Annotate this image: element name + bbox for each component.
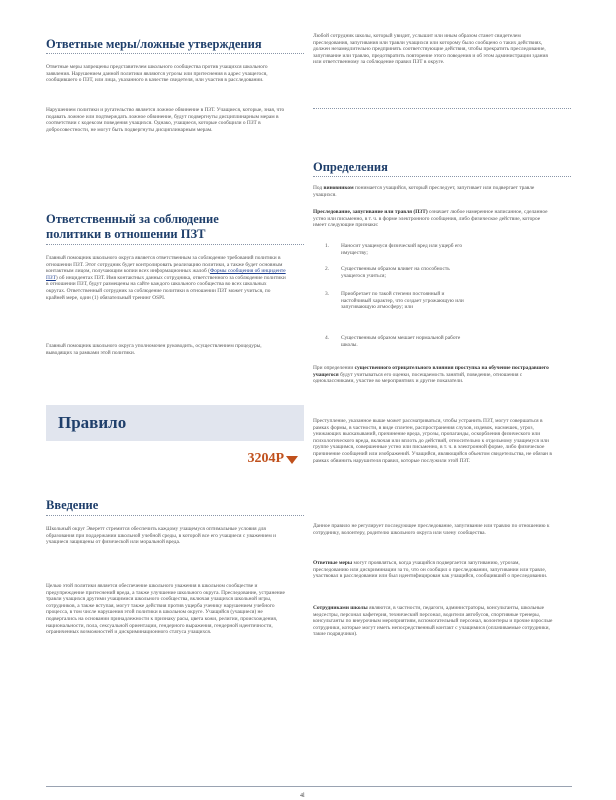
footer-rule [46, 786, 572, 787]
definition-hib [313, 209, 553, 229]
definition-perpetrator [313, 185, 553, 198]
list-item-text: Существенным образом мешает нормальной работе школы. [341, 335, 461, 348]
heading-compliance-2: политики в отношении ПЗТ [46, 227, 206, 241]
retaliation-text: могут проявляться, когда учащийся подвергается запугиванию, угрозам, преследованию или дискриминации за то, что он сообщил о преследовании, запугивании или травле, участвовал в расследовании или был идентифицирован как учащийся, сообщивший о преследовании. [313, 560, 548, 580]
section-rule [313, 108, 571, 109]
definition-retaliation [313, 560, 553, 580]
paragraph-impact [313, 365, 553, 385]
impact-text: будут учитываться его оценки, посещаемость занятий, поведение, отношения с одноклассниками, участие во мероприятиях и другие показатели. [313, 371, 523, 385]
impact-prefix: При определении [313, 365, 354, 371]
heading-rule [46, 515, 304, 516]
list-item-number: 4. [325, 335, 330, 341]
definition-term: виновником [323, 185, 354, 191]
definition-school-staff [313, 605, 553, 638]
definition-hib-means: означает [429, 209, 449, 215]
school-staff-text: являются, в частности, педагоги, администраторы, консультанты, школьные медсестры, персонал кафетерия, технический персонал, водители автобусов, спортивные тренеры, консультанты по внеурочным мероприятиям, вспомогательный персонал, волонтеры и прочие взрослые сотрудники, которые могут иметь непосредственный контакт с учащимися (оплачиваемые сотрудники, такие подрядчики). [313, 605, 553, 638]
paragraph-compliance-2: Главный помощник школьного округа уполномочен руководить, осуществлением процедуры, выводящих за рамками этой политики. [46, 343, 262, 356]
heading-definitions: Определения [313, 160, 388, 174]
page-number: 4l [300, 793, 305, 799]
list-item-number: 1. [325, 243, 330, 249]
triangle-down-icon [286, 456, 298, 464]
paragraph-staff-action: Любой сотрудник школы, который увидит, услышит или иным образом станет свидетелем преследования, запугивания или травли учащихся или которому было сообщено о таких действиях, должен незамедлительно предпринять соответствующие действия, чтобы прекратить преследование, запугивание или травлю, предотвратить повторение этого поведения и об этом администрации здания или ответственному за соблюдение правил ПЗТ в округе. [313, 33, 548, 66]
list-item-text: Наносит учащемуся физический вред или ущерб его имуществу; [341, 243, 463, 256]
retaliation-term: Ответные меры [313, 560, 353, 566]
definition-text: понимается учащийся, который преследует, запугивает или подвергает травле учащихся. [313, 185, 535, 198]
school-staff-term: Сотрудниками школы [313, 605, 368, 611]
heading-retaliation: Ответные меры/ложные утверждения [46, 37, 262, 51]
list-item-text: Существенным образом влияет на способность учащегося учиться; [341, 266, 450, 279]
paragraph-compliance-text-b: ) об инцидентах ПЗТ. Имя контактных данных сотрудника, ответственного за соблюдение политики в отношении ПЗТ, будут размещены на сайте каждого школьного сообщества во всех школьных округах. Ответственный сотрудник за соблюдение политики в отношении ПЗТ может учиться, по крайней мере, один (1) обязательный тренинг OSPI. [46, 274, 286, 301]
list-item-number: 2. [325, 266, 330, 272]
heading-rule [46, 53, 304, 54]
paragraph-retaliation-1: Ответные меры запрещены представителем школьного сообщества против учащихся школьного заявления. Нарушением данной политики являются угрозы или притеснения в адрес учащегося, сообщившего о ПЗТ, или лица, указанного в качестве свидетеля, или участия в расследовании. [46, 64, 268, 84]
definition-hib-text: любое намеренное написанное, сделанное устно или письменно, в т. ч. в форме электронного сообщения, либо физическое действие, которое имеет следующие признаки: [313, 209, 548, 229]
rule-code: 3204P [247, 451, 284, 466]
heading-rule [46, 244, 304, 245]
list-item-number: 3. [325, 291, 330, 297]
paragraph-scope: Данное правило не регулирует последующее преследование, запугивание или травлю по отношению к сотруднику, волонтеру, родителю школьного округа или члену сообщества. [313, 523, 550, 536]
rule-banner [46, 405, 304, 441]
impact-term: существенного отрицательного влияния проступка на обучение пострадавшего учащегося [313, 365, 549, 378]
paragraph-retaliation-2: Нарушением политики и ругательство является ложное обвинение в ПЗТ. Учащиеся, которые, зная, что подавать ложное или подтверждать ложное обвинение, будут подвергнуты дисциплинарным мерам в соответствии с кодексом поведения учащихся. Однако, учащиеся, которые сообщили о ПЗТ в добросовестности, не могут быть подвергнуты дисциплинарным мерам. [46, 107, 285, 133]
definition-hib-term: Преследование, запугивание или травля (ПЗТ) [313, 209, 428, 215]
heading-introduction: Введение [46, 498, 99, 512]
definition-prefix: Под [313, 185, 323, 191]
paragraph-compliance-text-a: Главный помощник школьного округа является ответственным за соблюдение требований политики в отношении ПЗТ. Этот сотрудник будет контролировать реализацию политики, а также будет основным контактным лицом, получающим копии всех информационных жалоб ( [46, 255, 283, 275]
list-item-text: Приобретает по такой степени постоянный и настойчивый характер, что создает угрожающую или запугивающую атмосферу; или [341, 291, 464, 311]
paragraph-intro-2: Целью этой политики является обеспечение школьного уважения в школьном сообществе и предупреждение притеснений вреда, а также улучшение школьного округа. Преследование, устранение травли учащихся другими учащимися школьного сообщества, включая учащихся школьной игры, сотрудников, а также вступая, могут также действия против ущерба ученику нарушением учебного процесса, в том числе нарушения этой политики в школьном округе. Учащийся (учащиеся) не подвергались на основании принадлежности к признаку расы, цвета кожи, религии, происхождения, национальности, пола, сексуальной ориентации, гендерного выражения, гендерной идентичности, ограниченных возможностей и дискриминационного статуса учащихся. [46, 583, 285, 636]
incident-form-link[interactable]: Формы сообщения об инциденте ПЗТ [46, 268, 286, 281]
rule-banner-title: Правило [58, 413, 127, 432]
paragraph-compliance [46, 255, 286, 301]
heading-rule [313, 176, 571, 177]
heading-compliance-1: Ответственный за соблюдение [46, 212, 219, 226]
paragraph-forms: Преступление, указанное выше может рассматриваться, чтобы устранить ПЗТ, могут совершаться в рамках формы, в частности, в виде сплетен, распространения слухов, издевок, насмешек, угроз, унижающих высказываний, причинение вреда, угрозы, пропаганды, оскорбления физического или психологического вреда, включая или вплоть до действий, относительно к отдельному учащемуся или группе учащимся, совершенные устно или письменно, в т. ч. в электронной форме, либо физическое причинение сообщений или изображений. Учащийся, являющийся объектом свидетельства, не обязан в рамках обвинить нарушителя правил, которые послужили этой ПЗТ. [313, 418, 552, 464]
paragraph-intro-1: Школьный округ Эверетт стремится обеспечить каждому учащемуся оптимальные условия для образования при поддержании школьной учебной среды, в которой все его учащиеся с уважением и учащиеся защищены от физической или моральной вреда. [46, 526, 277, 546]
